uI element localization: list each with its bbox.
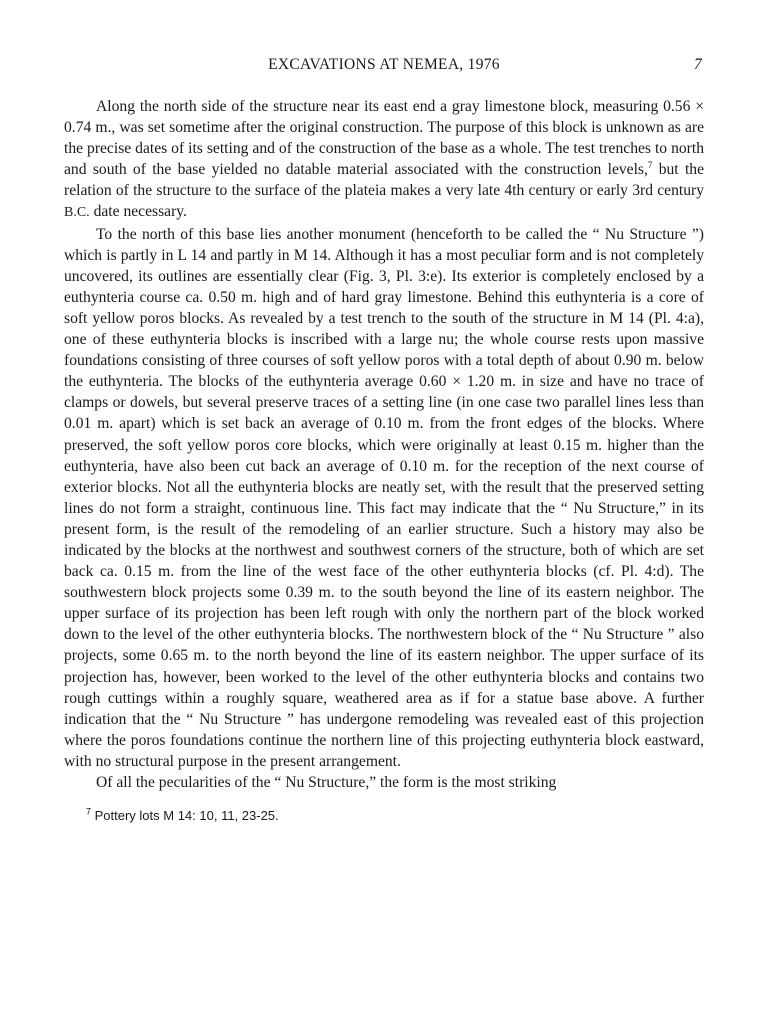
paragraph-1-text-a: Along the north side of the structure near its east end a gray limestone block, measuring 0.56 × 0.74 m., was set sometime after the original construction. The purpose of this block is unknown as are the precise dates of its setting and of the construction of the base as a whole. The test trenches to north and south of the base yielded no datable material associated with the construction levels, xyxy=(64,98,704,179)
footnote xyxy=(86,807,704,825)
paragraph-2: To the north of this base lies another monument (henceforth to be called the “ Nu Structure ”) which is partly in L 14 and partly in M 14. Although it has a most peculiar form and is not completely uncovered, its outlines are essentially clear (Fig. 3, Pl. 3:e). Its exterior is completely enclosed by a euthynteria course ca. 0.50 m. high and of hard gray limestone. Behind this euthynteria is a core of soft yellow poros blocks. As revealed by a test trench to the south of the structure in M 14 (Pl. 4:a), one of these euthynteria blocks is inscribed with a large nu; the whole course rests upon massive foundations consisting of three courses of soft yellow poros with a total depth of about 0.90 m. below the euthynteria. The blocks of the euthynteria average 0.60 × 1.20 m. in size and have no trace of clamps or dowels, but several preserve traces of a setting line (in one case two parallel lines less than 0.01 m. apart) which is set back an average of 0.10 m. from the front edges of the blocks. Where preserved, the soft yellow poros core blocks, which were originally at least 0.15 m. higher than the euthynteria, have also been cut back an average of 0.10 m. for the reception of the next course of exterior blocks. Not all the euthynteria blocks are neatly set, with the result that the preserved setting lines do not form a straight, continuous line. This fact may indicate that the “ Nu Structure,” in its present form, is the result of the remodeling of an earlier structure. Such a history may also be indicated by the blocks at the northwest and southwest corners of the structure, both of which are set back ca. 0.15 m. from the line of the west face of the other euthynteria blocks (cf. Pl. 4:d). The southwestern block projects some 0.39 m. to the south beyond the line of its eastern neighbor. The upper surface of its projection has been left rough with only the northern part of the block worked down to the level of the other euthynteria blocks. The northwestern block of the “ Nu Structure ” also projects, some 0.65 m. to the north beyond the line of its eastern neighbor. The upper surface of its projection has, however, been worked to the level of the other euthynteria blocks and contains two rough cuttings within a roughly square, weathered area as if for a statue base above. A further indication that the “ Nu Structure ” has undergone remodeling was revealed east of this projection where the poros foundations continue the northern line of this projecting euthynteria block eastward, with no structural purpose in the present arrangement. xyxy=(64,225,704,770)
paragraph-1-text-c: date necessary. xyxy=(89,203,187,221)
era-abbreviation: B.C. xyxy=(64,205,90,221)
page-number: 7 xyxy=(693,56,702,73)
page xyxy=(64,56,704,825)
footnote-text: Pottery lots M 14: 10, 11, 23-25. xyxy=(91,808,279,824)
running-title: EXCAVATIONS AT NEMEA, 1976 xyxy=(268,56,500,73)
paragraph-3: Of all the pecularities of the “ Nu Structure,” the form is the most striking xyxy=(96,774,557,791)
paragraph-1 xyxy=(64,96,704,224)
running-head xyxy=(64,56,704,82)
footnote-reference: 7 xyxy=(647,160,653,171)
paragraph-1-text-b: but the relation of the structure to the surface of the plateia makes a very late 4th century or early 3rd century xyxy=(64,161,705,200)
footnote-marker: 7 xyxy=(86,806,92,817)
body-text xyxy=(64,96,704,793)
